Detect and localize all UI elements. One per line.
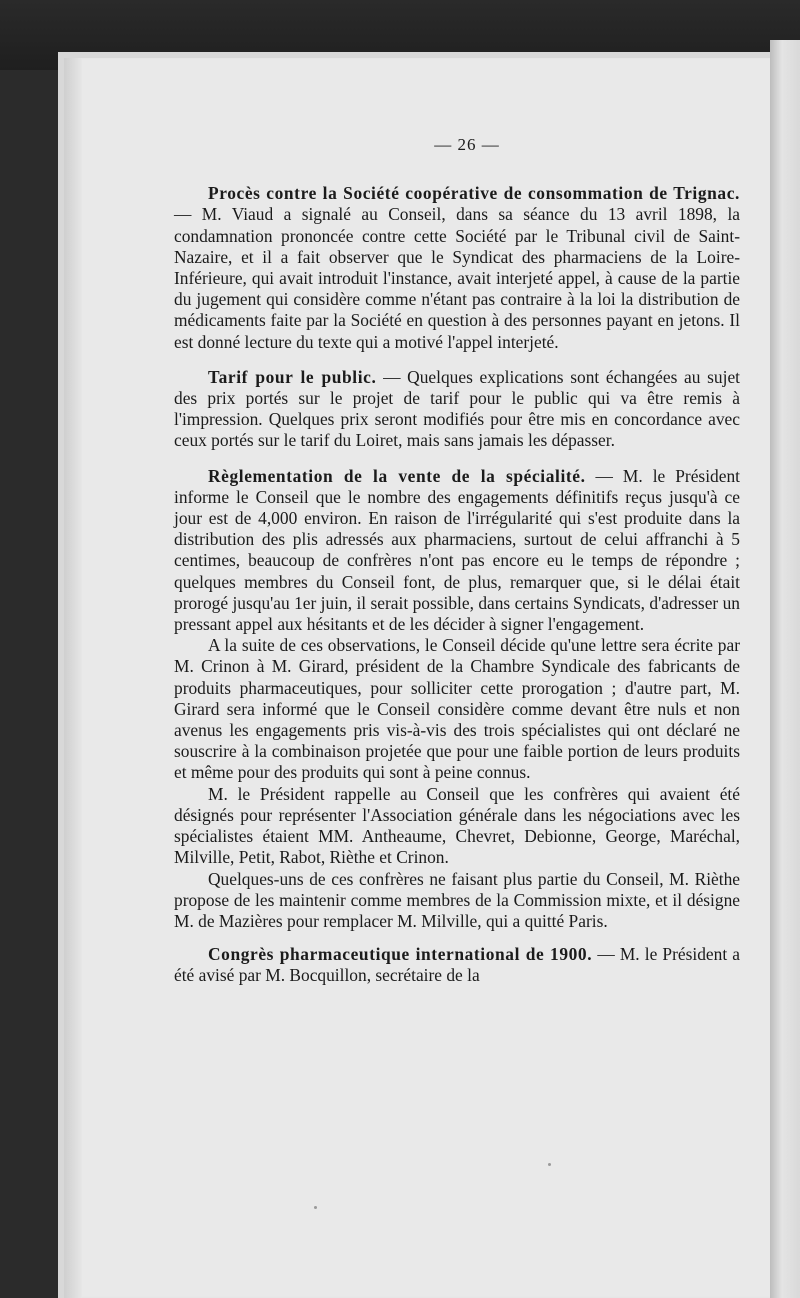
page-number: — 26 — (434, 135, 500, 154)
section-body: — M. le Président informe le Conseil que le nombre des engagements définitifs reçus jusqu'à ce jour est de 4,000 environ. En raison de l'irrégularité qui s'est produite dans la distribution des plis adressés aux pharmaciens, surtout de celui affranchi à 5 centimes, beaucoup de confrères n'ont pas encore eu le temps de répondre ; quelques membres du Conseil font, de plus, remarquer que, si le délai était prorogé jusqu'au 1er juin, il serait possible, dans certains Syndicats, d'adresser un pressant appel aux hésitants et de les décider à signer l'engagement. (174, 465, 740, 635)
paragraph: A la suite de ces observations, le Conseil décide qu'une lettre sera écrite par M. Crinon à M. Girard, président de la Chambre Syndicale des fabricants de produits pharmaceutiques, pour solliciter cette prorogation ; d'autre part, M. Girard sera informé que le Conseil considère comme devant être nuls et non avenus les engagements pris vis-à-vis des trois spécialistes qui ont déclaré ne souscrire à la combinaison projetée que pour une faible portion de leurs produits et même pour des produits qui sont à peine connus. (174, 635, 740, 783)
section-body: — M. le Président a été avisé par M. Bocquillon, secrétaire de la (174, 944, 740, 986)
section-heading: Règlementation de la vente de la spécialité. (208, 465, 586, 486)
section-heading: Tarif pour le public. (208, 366, 377, 387)
section-heading: Procès contre la Société coopérative de consommation de Trignac. (208, 183, 740, 204)
section-body: — M. Viaud a signalé au Conseil, dans sa séance du 13 avril 1898, la condamnation prononcée contre cette Société par le Tribunal civil de Saint-Nazaire, et il a fait observer que le Syndicat des pharmaciens de la Loire-Inférieure, qui avait introduit l'instance, avait interjeté appel, à cause de la partie du jugement qui considère comme n'étant pas contraire à la loi la distribution de médicaments faite par la Société en question à des personnes payant en jetons. Il est donné lecture du texte qui a motivé l'appel interjeté. (174, 204, 740, 352)
paper-speck (314, 1206, 317, 1209)
paper-speck (548, 1163, 551, 1166)
section-tarif (174, 367, 740, 452)
section-heading: Congrès pharmaceutique international de 1900. (208, 944, 593, 965)
section-body: — Quelques explications sont échangées au sujet des prix portés sur le projet de tarif pour le public qui va être remis à l'impression. Quelques prix seront modifiés pour être mis en concordance avec ceux portés sur le tarif du Loiret, mais sans jamais les dépasser. (174, 366, 740, 451)
section-reglementation (174, 466, 740, 636)
page-left-edge (64, 58, 82, 1298)
section-congres (174, 944, 740, 986)
section-trignac (174, 183, 740, 353)
paragraph: M. le Président rappelle au Conseil que les confrères qui avaient été désignés pour représenter l'Association générale dans les négociations avec les spécialistes étaient MM. Antheaume, Chevret, Debionne, George, Maréchal, Milville, Petit, Rabot, Rièthe et Crinon. (174, 783, 740, 868)
page-text (174, 134, 740, 987)
next-page-edge (770, 40, 800, 1298)
paragraph: Quelques-uns de ces confrères ne faisant plus partie du Conseil, M. Rièthe propose de les maintenir comme membres de la Commission mixte, et il désigne M. de Mazières pour remplacer M. Milville, qui a quitté Paris. (174, 868, 740, 931)
